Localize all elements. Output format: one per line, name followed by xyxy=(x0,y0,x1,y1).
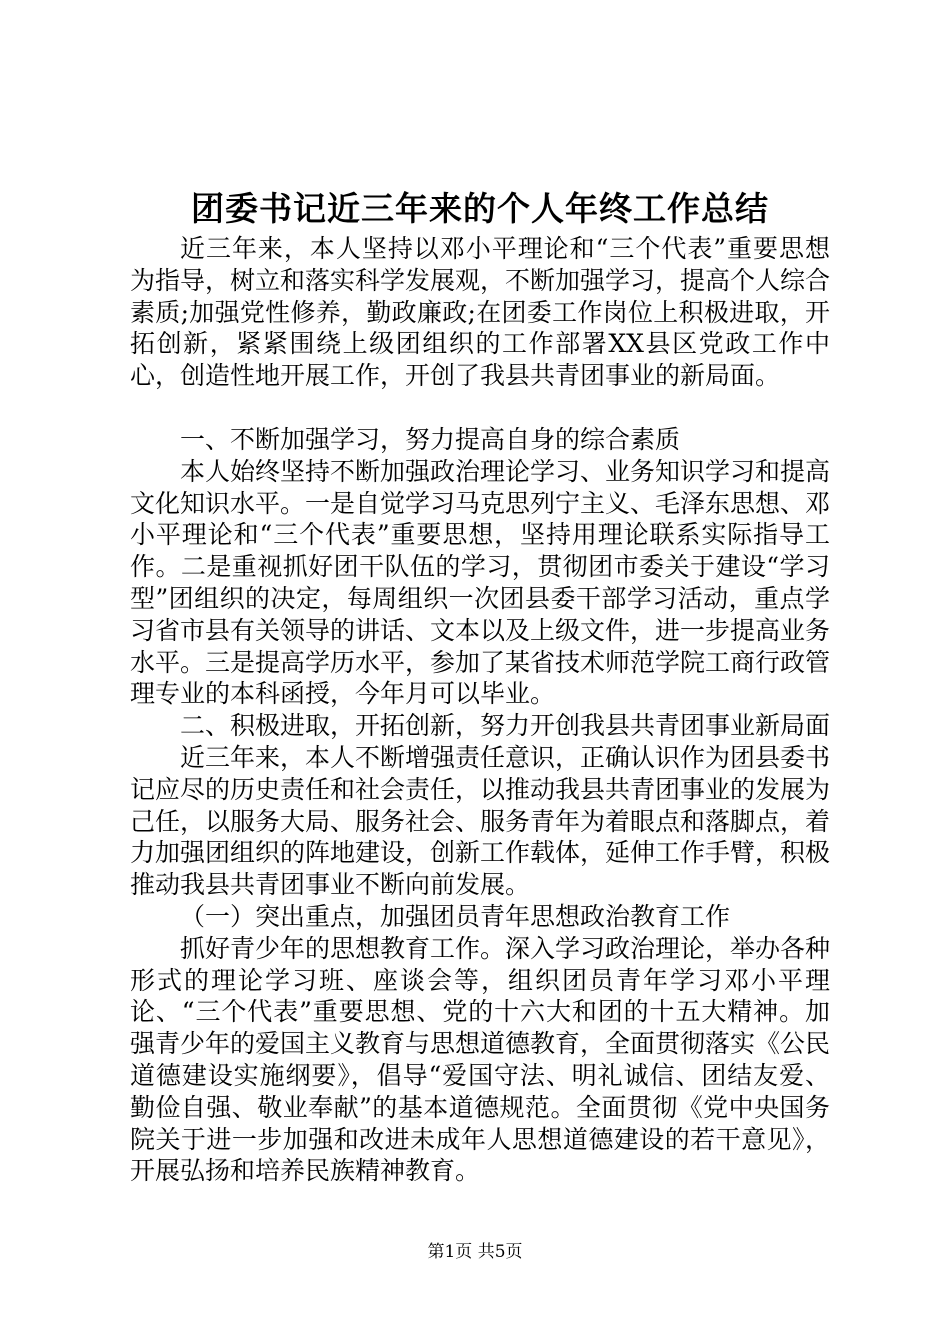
heading-subsection-1: （一）突出重点，加强团员青年思想政治教育工作 xyxy=(180,901,731,931)
heading-section-2: 二、积极进取，开拓创新，努力开创我县共青团事业新局面 xyxy=(180,711,831,741)
document-title: 团委书记近三年来的个人年终工作总结 xyxy=(191,189,769,228)
paragraph-section-1: 本人始终坚持不断加强政治理论学习、业务知识学习和提高文化知识水平。一是自觉学习马克思列宁主义、毛泽东思想、邓小平理论和“三个代表”重要思想，坚持用理论联系实际指导工作。二是重视抓好团干队伍的学习，贯彻团市委关于建设“学习型”团组织的决定，每周组织一次团县委干部学习活动，重点学习省市县有关领导的讲话、文本以及上级文件，进一步提高业务水平。三是提高学历水平，参加了某省技术师范学院工商行政管理专业的本科函授，今年月可以毕业。 xyxy=(130,456,831,709)
paragraph-section-2: 近三年来，本人不断增强责任意识，正确认识作为团县委书记应尽的历史责任和社会责任，以推动我县共青团事业的发展为己任，以服务大局、服务社会、服务青年为着眼点和落脚点，着力加强团组织的阵地建设，创新工作载体，延伸工作手臂，积极推动我县共青团事业不断向前发展。 xyxy=(130,742,831,900)
paragraph-gap xyxy=(130,392,830,424)
paragraph-intro: 近三年来，本人坚持以邓小平理论和“三个代表”重要思想为指导，树立和落实科学发展观，不断加强学习，提高个人综合素质;加强党性修养，勤政廉政;在团委工作岗位上积极进取，开拓创新，紧紧围绕上级团组织的工作部署XX县区党政工作中心，创造性地开展工作，开创了我县共青团事业的新局面。 xyxy=(130,234,831,391)
heading-section-1: 一、不断加强学习，努力提高自身的综合素质 xyxy=(180,424,681,454)
page-footer: 第1页 共5页 xyxy=(427,1242,523,1262)
document-page xyxy=(130,185,830,1187)
paragraph-subsection-1: 抓好青少年的思想教育工作。深入学习政治理论，举办各种形式的理论学习班、座谈会等，组织团员青年学习邓小平理论、“三个代表”重要思想、党的十六大和团的十五大精神。加强青少年的爱国主义教育与思想道德教育，全面贯彻落实《公民道德建设实施纲要》，倡导“爱国守法、明礼诚信、团结友爱、勤俭自强、敬业奉献”的基本道德规范。全面贯彻《党中央国务院关于进一步加强和改进未成年人思想道德建设的若干意见》，开展弘扬和培养民族精神教育。 xyxy=(130,933,831,1186)
